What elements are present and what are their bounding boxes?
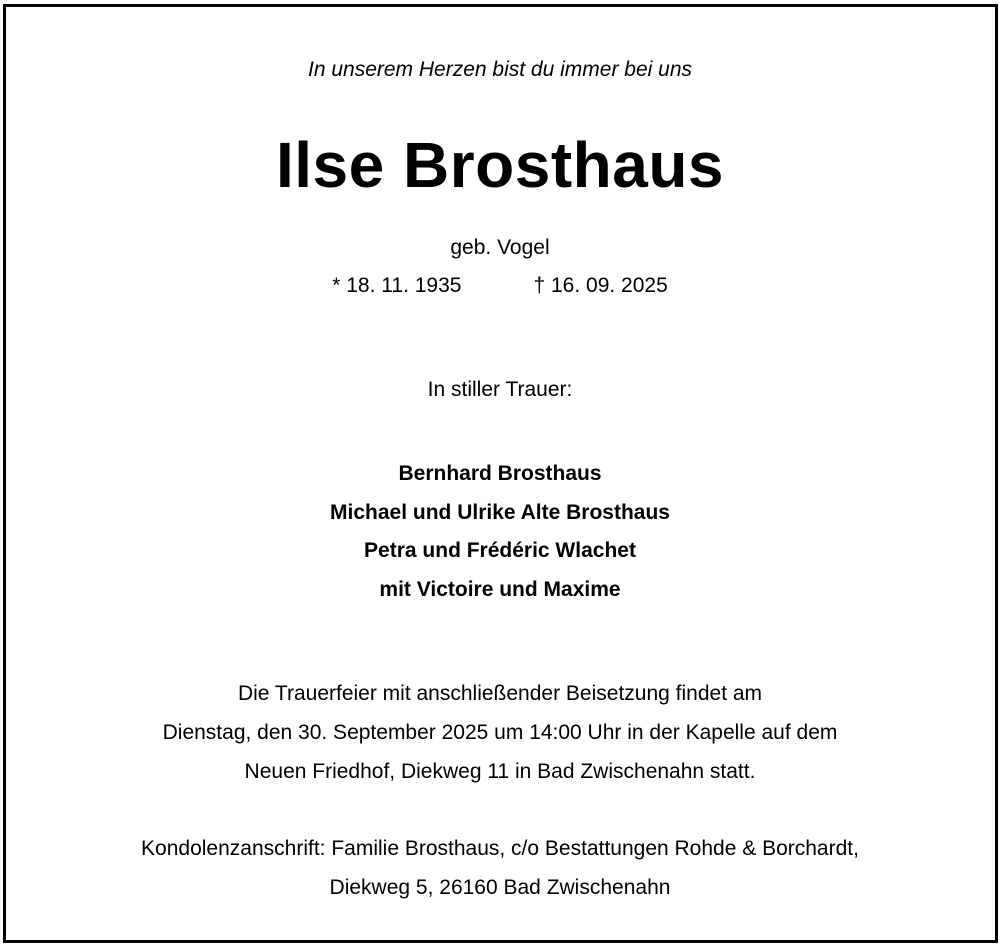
family-member: Petra und Frédéric Wlachet	[364, 539, 636, 562]
condolence-address	[0, 829, 1000, 907]
maiden-name: geb. Vogel	[450, 236, 550, 259]
family-member: mit Victoire und Maxime	[379, 577, 621, 601]
mourning-label: In stiller Trauer:	[427, 378, 573, 401]
ceremony-details	[0, 674, 1000, 791]
condolence-line: Diekweg 5, 26160 Bad Zwischenahn	[329, 876, 671, 899]
family-member: Michael und Ulrike Alte Brosthaus	[330, 500, 670, 524]
condolence-line: Kondolenzanschrift: Familie Brosthaus, c/o Bestattungen Rohde & Borchardt,	[141, 837, 859, 860]
birth-date: * 18. 11. 1935	[332, 274, 462, 297]
family-list	[0, 455, 1000, 609]
motto-text: In unserem Herzen bist du immer bei uns	[308, 58, 692, 81]
death-date: † 16. 09. 2025	[533, 274, 668, 297]
ceremony-line: Dienstag, den 30. September 2025 um 14:00 Uhr in der Kapelle auf dem	[162, 721, 838, 744]
deceased-name: Ilse Brosthaus	[275, 129, 725, 201]
life-dates	[0, 274, 1000, 298]
ceremony-line: Die Trauerfeier mit anschließender Beisetzung findet am	[237, 682, 763, 705]
family-member: Bernhard Brosthaus	[398, 462, 602, 485]
ceremony-line: Neuen Friedhof, Diekweg 11 in Bad Zwischenahn statt.	[244, 760, 756, 783]
